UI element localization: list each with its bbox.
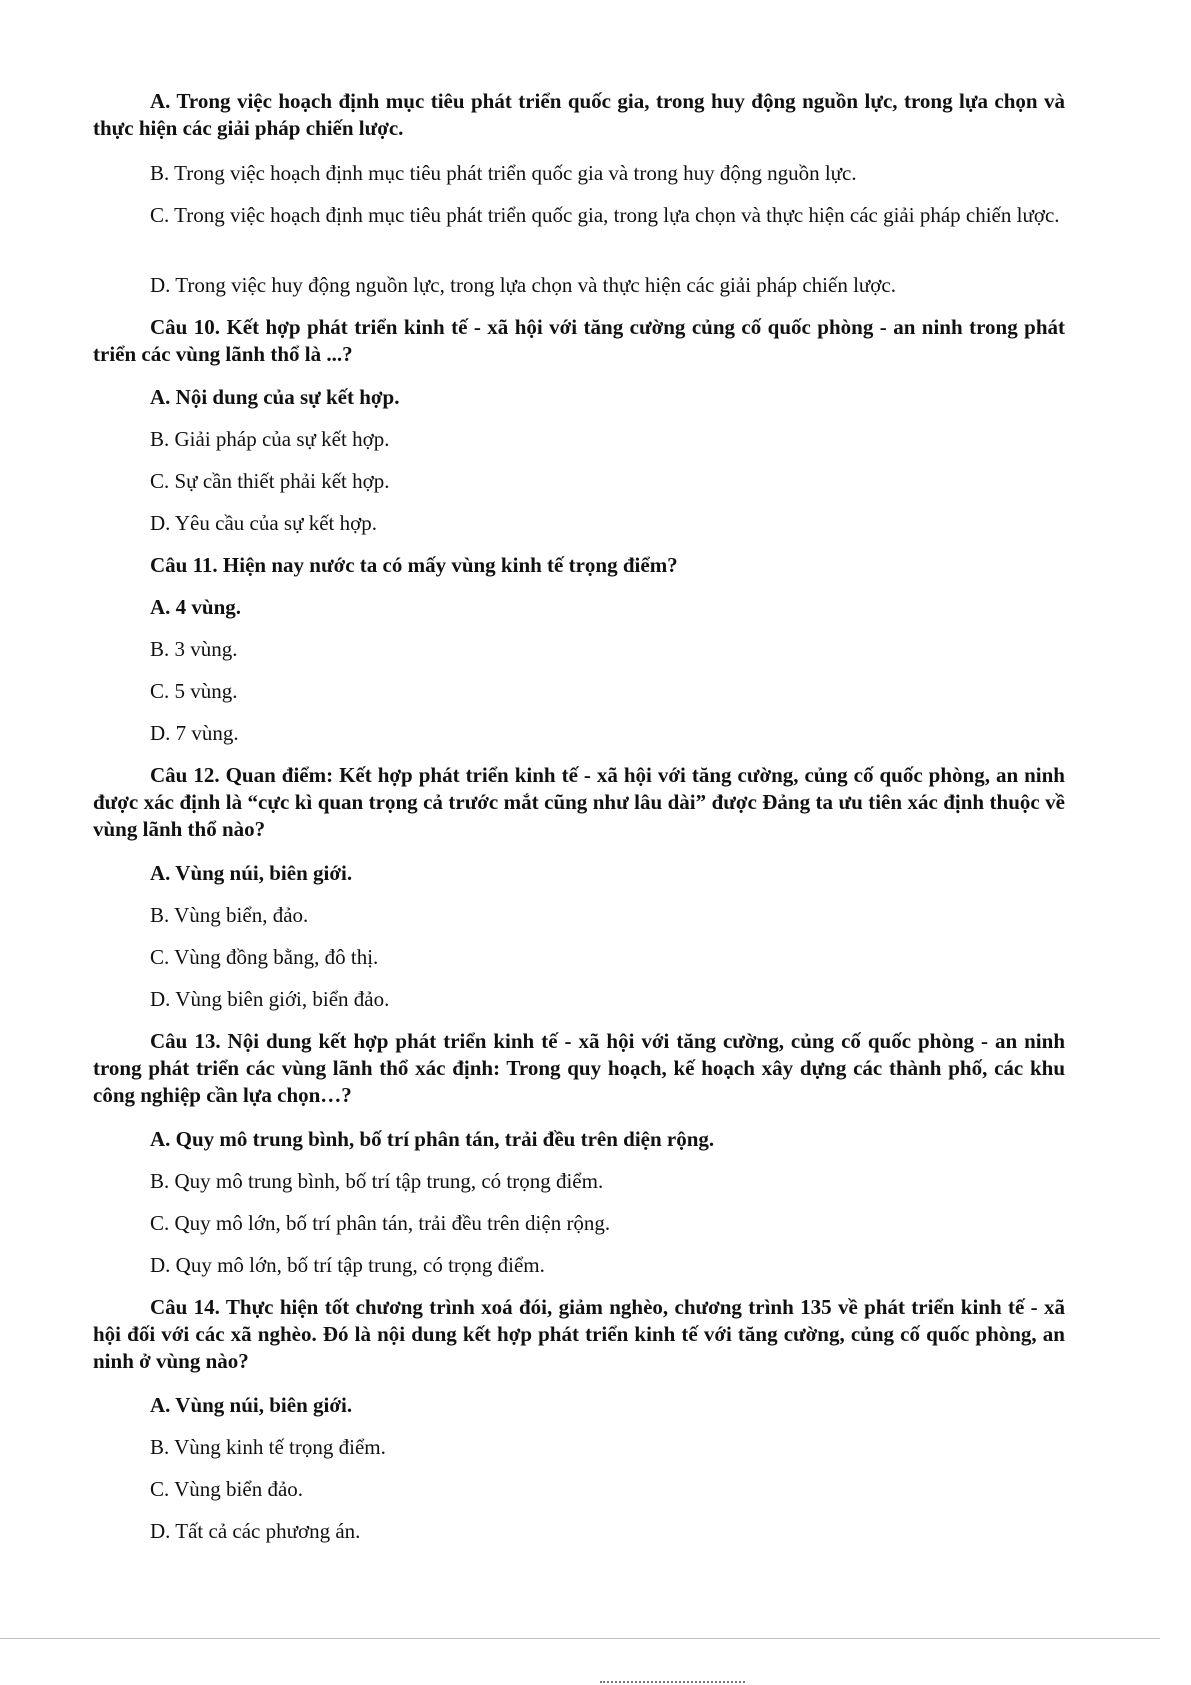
q13-option-d: D. Quy mô lớn, bố trí tập trung, có trọng điểm.: [150, 1253, 545, 1277]
q11-option-d: D. 7 vùng.: [150, 721, 239, 745]
q11-option-c: C. 5 vùng.: [150, 679, 238, 703]
q12-question: Câu 12. Quan điểm: Kết hợp phát triển kinh tế - xã hội với tăng cường, củng cố quốc phòng, an ninh được xác định là “cực kì quan trọng cả trước mắt cũng như lâu dài” được Đảng ta ưu tiên xác định thuộc về vùng lãnh thổ nào?: [93, 763, 1065, 841]
footer-divider: [0, 1638, 1160, 1639]
q9-option-d: D. Trong việc huy động nguồn lực, trong lựa chọn và thực hiện các giải pháp chiến lược.: [150, 273, 896, 297]
q14-option-d: D. Tất cả các phương án.: [150, 1519, 361, 1543]
footer-dotted-mark: [600, 1681, 745, 1683]
q13-option-b: B. Quy mô trung bình, bố trí tập trung, có trọng điểm.: [150, 1169, 604, 1193]
q14-option-a-correct: A. Vùng núi, biên giới.: [150, 1393, 353, 1417]
q13-option-a-correct: A. Quy mô trung bình, bố trí phân tán, trải đều trên diện rộng.: [150, 1127, 715, 1151]
q10-option-d: D. Yêu cầu của sự kết hợp.: [150, 511, 377, 535]
q10-question: Câu 10. Kết hợp phát triển kinh tế - xã hội với tăng cường củng cố quốc phòng - an ninh trong phát triển các vùng lãnh thổ là ...?: [93, 315, 1065, 366]
q13-question: Câu 13. Nội dung kết hợp phát triển kinh tế - xã hội với tăng cường, củng cố quốc phòng - an ninh trong phát triển các vùng lãnh thổ xác định: Trong quy hoạch, kế hoạch xây dựng các thành phố, các khu công nghiệp cần lựa chọn…?: [93, 1029, 1065, 1107]
q11-question: Câu 11. Hiện nay nước ta có mấy vùng kinh tế trọng điểm?: [150, 553, 678, 577]
q13-option-c: C. Quy mô lớn, bố trí phân tán, trải đều trên diện rộng.: [150, 1211, 611, 1235]
q9-option-a-correct: A. Trong việc hoạch định mục tiêu phát triển quốc gia, trong huy động nguồn lực, trong lựa chọn và thực hiện các giải pháp chiến lược.: [93, 89, 1065, 140]
q11-option-a-correct: A. 4 vùng.: [150, 595, 242, 619]
q14-option-c: C. Vùng biển đảo.: [150, 1477, 304, 1501]
q10-option-c: C. Sự cần thiết phải kết hợp.: [150, 469, 390, 493]
q12-option-c: C. Vùng đồng bằng, đô thị.: [150, 945, 379, 969]
q14-question: Câu 14. Thực hiện tốt chương trình xoá đói, giảm nghèo, chương trình 135 về phát triển kinh tế - xã hội đối với các xã nghèo. Đó là nội dung kết hợp phát triển kinh tế với tăng cường, củng cố quốc phòng, an ninh ở vùng nào?: [93, 1295, 1065, 1373]
q11-option-b: B. 3 vùng.: [150, 637, 238, 661]
q12-option-d: D. Vùng biên giới, biển đảo.: [150, 987, 390, 1011]
q10-option-b: B. Giải pháp của sự kết hợp.: [150, 427, 390, 451]
q14-option-b: B. Vùng kinh tế trọng điểm.: [150, 1435, 386, 1459]
q10-option-a-correct: A. Nội dung của sự kết hợp.: [150, 385, 400, 409]
q12-option-a-correct: A. Vùng núi, biên giới.: [150, 861, 353, 885]
q9-option-b: B. Trong việc hoạch định mục tiêu phát triển quốc gia và trong huy động nguồn lực.: [150, 161, 857, 185]
q12-option-b: B. Vùng biển, đảo.: [150, 903, 309, 927]
q9-option-c: C. Trong việc hoạch định mục tiêu phát triển quốc gia, trong lựa chọn và thực hiện các giải pháp chiến lược.: [150, 203, 1060, 227]
